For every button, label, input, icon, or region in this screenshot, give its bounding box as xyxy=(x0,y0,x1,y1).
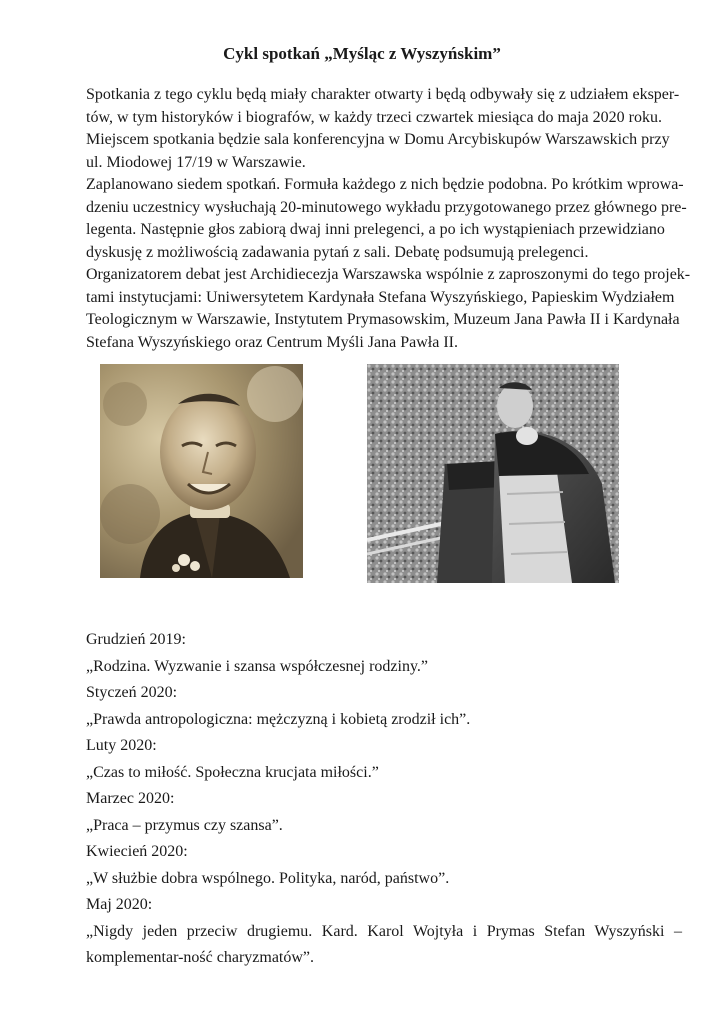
schedule-item xyxy=(86,786,686,839)
intro-line: Miejscem spotkania będzie sala konferencyjna w Domu Arcybiskupów Warszawskich przy xyxy=(86,131,670,148)
intro-line: tami instytucjami: Uniwersytetem Kardynała Stefana Wyszyńskiego, Papieskim Wydziałem xyxy=(86,288,675,306)
schedule-month: Styczeń 2020: xyxy=(86,684,178,701)
schedule-item xyxy=(86,627,686,680)
intro-line: tów, w tym historyków i biografów, w każdy trzeci czwartek miesiąca do maja 2020 roku. xyxy=(86,108,662,126)
schedule-topic: „Nigdy jeden przeciw drugiemu. Kard. Karol Wojtyła i Prymas Stefan Wyszyński – komplementar-ność charyzmatów”. xyxy=(86,922,682,966)
schedule-topic: „Rodzina. Wyzwanie i szansa współczesnej rodziny.” xyxy=(86,657,429,675)
schedule-topic: „Czas to miłość. Społeczna krucjata miłości.” xyxy=(86,763,379,781)
schedule-item xyxy=(86,680,686,733)
meeting-schedule xyxy=(86,627,686,972)
portrait-photo xyxy=(100,364,303,578)
schedule-month: Marzec 2020: xyxy=(86,790,175,807)
intro-line: Teologicznym w Warszawie, Instytutem Prymasowskim, Muzeum Jana Pawła II i Kardynała xyxy=(86,311,680,328)
schedule-topic: „W służbie dobra wspólnego. Polityka, naród, państwo”. xyxy=(86,869,450,887)
schedule-month: Grudzień 2019: xyxy=(86,631,186,648)
schedule-topic: „Praca – przymus czy szansa”. xyxy=(86,816,283,834)
intro-line: dzeniu uczestnicy wysłuchają 20-minutowego wykładu przygotowanego przez głównego pre- xyxy=(86,198,687,216)
intro-line: Zaplanowano siedem spotkań. Formuła każdego z nich będzie podobna. Po krótkim wprowa- xyxy=(86,176,684,193)
schedule-topic: „Prawda antropologiczna: mężczyzną i kobietą zrodził ich”. xyxy=(86,710,471,728)
crowd-photo xyxy=(367,364,619,583)
schedule-item xyxy=(86,892,686,972)
intro-line: legenta. Następnie głos zabiorą dwaj inni prelegenci, a po ich wystąpieniach przewidziano xyxy=(86,221,665,238)
intro-line: dyskusję z możliwością zadawania pytań z sali. Debatę podsumują prelegenci. xyxy=(86,243,589,261)
intro-line: Spotkania z tego cyklu będą miały charakter otwarty i będą odbywały się z udziałem eksper- xyxy=(86,86,680,103)
schedule-month: Luty 2020: xyxy=(86,737,157,754)
intro-paragraph xyxy=(86,84,691,354)
document-title: Cykl spotkań „Myśląc z Wyszyńskim” xyxy=(223,44,501,63)
schedule-item xyxy=(86,733,686,786)
schedule-month: Maj 2020: xyxy=(86,896,153,913)
schedule-month: Kwiecień 2020: xyxy=(86,843,188,860)
schedule-item xyxy=(86,839,686,892)
intro-line: ul. Miodowej 17/19 w Warszawie. xyxy=(86,153,306,171)
intro-line: Organizatorem debat jest Archidiecezja Warszawska wspólnie z zaproszonymi do tego projek- xyxy=(86,266,691,283)
intro-line: Stefana Wyszyńskiego oraz Centrum Myśli Jana Pawła II. xyxy=(86,333,458,351)
